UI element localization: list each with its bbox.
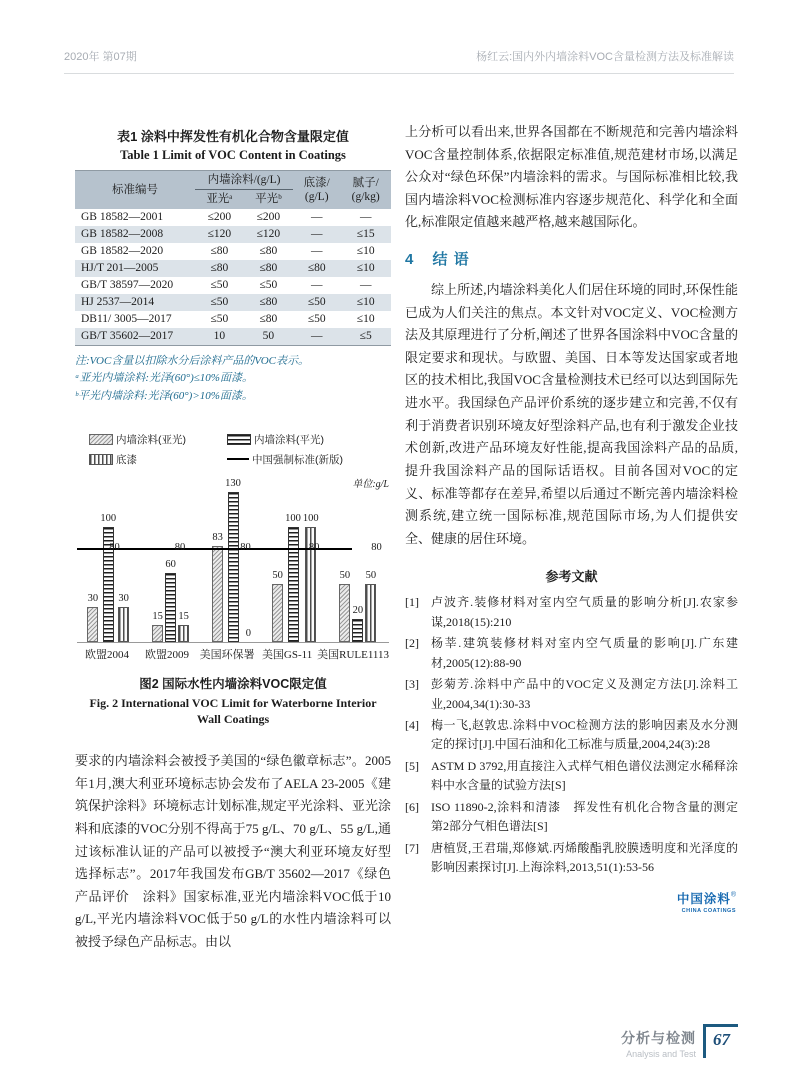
- col-interior-group: 内墙涂料/(g/L): [195, 171, 293, 190]
- table-note: ᵃ亚光内墙涂料:光泽(60°)≤10%面漆。: [75, 372, 253, 385]
- reference-line-label: 80: [308, 542, 320, 554]
- table-cell: ≤80: [244, 260, 293, 277]
- reference-text: 彭菊芳.涂料中产品中的VOC定义及测定方法[J].涂料工业,2004,34(1):30-33: [431, 677, 738, 711]
- table-cell: ≤10: [340, 294, 391, 311]
- bar-group: [264, 492, 326, 642]
- legend-label: 底漆: [116, 453, 137, 466]
- bar: [178, 625, 189, 642]
- table-cell: —: [310, 279, 323, 292]
- table-cell: ≤10: [356, 245, 375, 258]
- bar: [87, 607, 98, 642]
- table-cell: ≤5: [340, 328, 391, 346]
- legend-label: 内墙涂料(平光): [254, 433, 324, 446]
- table-row: [75, 294, 391, 311]
- legend-swatch-icon: [89, 454, 113, 465]
- reference-item: [405, 839, 738, 878]
- col-standard: 标准编号: [75, 171, 195, 209]
- table-cell: —: [359, 279, 372, 292]
- logo-text-zh: 中国涂料: [676, 892, 731, 907]
- table-cell: ≤50: [210, 313, 229, 326]
- reference-line-label: 80: [371, 542, 382, 554]
- right-column: [405, 121, 751, 915]
- bar-wrapper: [100, 514, 116, 642]
- bar: [165, 573, 176, 642]
- body-paragraph-right-2: 综上所述,内墙涂料美化人们居住环境的同时,环保性能已成为人们关注的焦点。本文针对VOC定义、VOC检测方法及其原理进行了分析,阐述了世界各国涂料中VOC含量的限定要求和现状。与欧盟、美国、日本等发达国家或者地区的技术相比,我国VOC含量检测技术已经可以达到国际先进水平。我国绿色产品评价系统的逐步建立和完善,不仅有利于消费者识别环境友好型涂料产品,也有利于激发企业技术创新,改进产品环境友好性能,提高我国涂料产品的品质,提升我国涂料产品的国际话语权。目前各国对VOC的定义、标准等都存在差异,希望以后通过不断完善内墙涂料检测系统,建立统一国际标准,规范国际市场,为人们提供安全、健康的居住环境。: [405, 282, 738, 546]
- table-cell: ≤120: [244, 226, 293, 243]
- bar-value-label: 30: [87, 593, 99, 605]
- bar-value-label: 130: [225, 478, 241, 490]
- bar-wrapper: [118, 594, 129, 642]
- table-note: ᵇ平光内墙涂料:光泽(60°)>10%面漆。: [75, 389, 253, 402]
- reference-text: 唐植贤,王君瑞,郑修斌.丙烯酸酯乳胶膜透明度和光泽度的影响因素探讨[J].上海涂料,2013,51(1):53-56: [431, 840, 738, 875]
- body-paragraph-left: 要求的内墙涂料会被授予美国的“绿色徽章标志”。2005年1月,澳大利亚环境标志协会发布了AELA 23-2005《建筑保护涂料》环境标志计划标准,规定平光涂料、亚光涂料和底漆的VOC分别不得高于75 g/L、70 g/L、55 g/L,通过该标准认证的产品可以被授予“澳大利亚环境友好型选择标志”。2017年我国发布GB/T 35602—2017《绿色产品评价 涂料》国家标准,亚光内墙涂料VOC低于10 g/L,平光内墙涂料VOC低于50 g/L的水性内墙涂料可以被授予绿色产品标志。由以: [75, 753, 391, 949]
- reference-line-label: 80: [174, 542, 186, 554]
- left-column: [75, 126, 391, 954]
- voc-table-body: [75, 209, 391, 346]
- legend-item: [227, 432, 389, 447]
- col-flat: 平光ᵇ: [244, 190, 293, 209]
- table-cell: HJ 2537—2014: [75, 294, 195, 311]
- reference-line-label: 80: [240, 542, 251, 554]
- table-row: [75, 311, 391, 328]
- page-number: 67: [703, 1024, 738, 1058]
- table-cell: ≤80: [293, 260, 340, 277]
- body-paragraph-right-1: 上分析可以看出来,世界各国都在不断规范和完善内墙涂料VOC含量控制体系,依据限定标准值,规范建材市场,以满足公众对“绿色环保”内墙涂料的需求。与国际标准相比较,我国内墙涂料VOC检测标准内容逐步规范化、科学化和全面化,标准限定值越来越严格,越来越国际化。: [405, 124, 738, 230]
- table-cell: ≤50: [195, 294, 244, 311]
- bar-value-label: 100: [285, 513, 301, 525]
- legend-label: 中国强制标准(新版): [252, 453, 343, 466]
- bar-wrapper: [178, 612, 189, 642]
- table-cell: ≤50: [307, 313, 326, 326]
- legend-label: 内墙涂料(亚光): [116, 433, 186, 446]
- reference-number: [5]: [405, 758, 419, 773]
- issue-label: 2020年 第07期: [64, 51, 137, 63]
- bar-wrapper: [225, 479, 241, 642]
- bar-wrapper: [243, 629, 254, 642]
- legend-item: [89, 452, 227, 467]
- table-cell: ≤120: [195, 226, 244, 243]
- bar: [152, 625, 163, 642]
- table-cell: —: [310, 245, 323, 258]
- reference-item: [405, 798, 751, 837]
- table-cell: 10: [195, 328, 244, 346]
- col-matte: 亚光ᵃ: [195, 190, 244, 209]
- bar-value-label: 50: [365, 570, 377, 582]
- table-cell: ≤80: [244, 294, 293, 311]
- running-title: 杨红云:国内外内墙涂料VOC含量检测方法及标准解读: [476, 51, 734, 63]
- table-cell: ≤80: [259, 245, 278, 258]
- bar: [365, 584, 376, 642]
- table-cell: ≤50: [293, 294, 340, 311]
- section-number: 4: [405, 251, 414, 269]
- table-cell: ≤50: [210, 279, 229, 292]
- table-cell: GB 18582—2008: [75, 226, 195, 243]
- col-primer: 底漆/ (g/L): [293, 171, 340, 209]
- table-row: [75, 209, 391, 226]
- table-cell: —: [293, 328, 340, 346]
- bar-wrapper: [303, 514, 319, 642]
- table-row: [75, 277, 391, 294]
- table-cell: —: [293, 226, 340, 243]
- table-cell: HJ/T 201—2005: [75, 260, 195, 277]
- reference-item: [405, 757, 738, 796]
- section-title: 结 语: [432, 251, 470, 269]
- table-cell: ≤10: [356, 313, 375, 326]
- legend-item: [227, 452, 389, 467]
- table-cell: GB/T 38597—2020: [81, 279, 174, 292]
- table-cell: 50: [244, 328, 293, 346]
- legend-swatch-icon: [227, 458, 249, 460]
- bar-wrapper: [87, 594, 98, 642]
- reference-number: [7]: [405, 840, 419, 855]
- table-row: [75, 260, 391, 277]
- table-cell: ≤80: [259, 313, 278, 326]
- reference-text: 卢波齐.装修材料对室内空气质量的影响分析[J].农家参谋,2018(15):210: [431, 595, 738, 629]
- bar: [339, 584, 350, 642]
- reference-item: [405, 593, 738, 632]
- bar: [272, 584, 283, 642]
- table-row: [75, 328, 391, 346]
- references-list: [405, 593, 751, 877]
- bar-group: [327, 492, 389, 642]
- bar-wrapper: [152, 612, 163, 642]
- bar-wrapper: [285, 514, 301, 642]
- table-cell: GB 18582—2001: [81, 211, 164, 224]
- legend-item: [89, 432, 227, 447]
- bar: [212, 546, 223, 642]
- voc-limit-table: [75, 170, 391, 346]
- bar: [288, 527, 299, 642]
- bar-value-label: 60: [165, 559, 176, 571]
- figure-caption-zh: 图2 国际水性内墙涂料VOC限定值: [139, 676, 327, 691]
- table-cell: GB/T 35602—2017: [75, 328, 195, 346]
- reference-number: [1]: [405, 595, 419, 610]
- bar-wrapper: [352, 606, 363, 642]
- bar: [228, 492, 239, 642]
- reference-number: [2]: [405, 636, 419, 651]
- table-cell: ≤50: [259, 279, 278, 292]
- reference-number: [4]: [405, 717, 419, 732]
- col-putty: 腻子/ (g/kg): [340, 171, 391, 209]
- reference-text: 杨莘.建筑装修材料对室内空气质量的影响[J].广东建材,2005(12):88-90: [431, 636, 738, 670]
- references-heading: 参考文献: [545, 569, 598, 585]
- bar-group: [139, 492, 201, 642]
- chart-legend: [89, 432, 389, 467]
- table-cell: ≤200: [256, 211, 281, 224]
- x-axis-label: 美国GS-11: [261, 648, 313, 661]
- logo-text-en: CHINA COATINGS: [681, 908, 736, 915]
- table-row: [75, 243, 391, 260]
- table-cell: GB 18582—2020: [81, 245, 164, 258]
- table-cell: ≤15: [340, 226, 391, 243]
- bar: [352, 619, 363, 642]
- table-cell: ≤80: [210, 245, 229, 258]
- table-cell: —: [359, 211, 372, 224]
- bar-wrapper: [272, 571, 283, 642]
- reference-text: ASTM D 3792,用直接注入式样气相色谱仪法测定水稀释涂料中水含量的试验方法[S]: [431, 758, 738, 793]
- x-axis-label: 美国环保署: [199, 648, 255, 661]
- bar-group: [77, 492, 139, 642]
- footer-section-en: Analysis and Test: [626, 1049, 696, 1059]
- bar-wrapper: [165, 560, 176, 642]
- voc-bar-chart: [75, 432, 391, 662]
- legend-swatch-icon: [227, 434, 251, 445]
- table-cell: ≤10: [340, 260, 391, 277]
- table-cell: —: [310, 211, 323, 224]
- x-axis-label: 欧盟2009: [145, 648, 190, 661]
- bar-value-label: 30: [118, 593, 129, 605]
- table-note: 注:VOC含量以扣除水分后涂料产品的VOC表示。: [75, 354, 310, 367]
- bar-value-label: 100: [302, 513, 319, 525]
- bar-value-label: 83: [212, 532, 223, 544]
- reference-item: [405, 716, 738, 755]
- table-cell: ≤200: [207, 211, 232, 224]
- bar-wrapper: [339, 571, 350, 642]
- bar: [118, 607, 129, 642]
- table-title-en: Table 1 Limit of VOC Content in Coatings: [120, 148, 346, 162]
- bar-value-label: 15: [152, 611, 163, 623]
- table-notes: [75, 353, 391, 406]
- bar-value-label: 0: [245, 628, 252, 640]
- x-axis-label: 美国RULE1113: [317, 648, 390, 661]
- table-cell: DB11/ 3005—2017: [81, 313, 172, 326]
- reference-line-label: 80: [109, 542, 120, 554]
- bar-value-label: 50: [339, 570, 351, 582]
- china-coatings-logo: [405, 889, 738, 914]
- bar-value-label: 100: [100, 513, 117, 525]
- reference-number: [3]: [405, 677, 419, 692]
- figure-caption-en: Fig. 2 International VOC Limit for Waterborne Interior Wall Coatings: [89, 695, 377, 727]
- registered-mark-icon: ®: [730, 892, 736, 900]
- bar-value-label: 50: [272, 570, 283, 582]
- reference-text: 梅一飞,赵敦忠.涂料中VOC检测方法的影响因素及水分测定的探讨[J].中国石油和化工标准与质量,2004,24(3):28: [431, 717, 738, 752]
- table-title-zh: 表1 涂料中挥发性有机化合物含量限定值: [117, 129, 349, 144]
- reference-text: ISO 11890-2,涂料和清漆 挥发性有机化合物含量的测定 第2部分气相色谱法[S]: [431, 799, 751, 834]
- reference-item: [405, 634, 738, 673]
- footer-section-zh: 分析与检测: [621, 1030, 696, 1046]
- table-row: [75, 226, 391, 243]
- legend-swatch-icon: [89, 434, 113, 445]
- section-heading-4: [405, 248, 738, 269]
- bar-group: [202, 478, 264, 642]
- page-footer: [621, 1024, 738, 1059]
- page-header: [64, 48, 734, 74]
- reference-number: [6]: [405, 799, 419, 814]
- bar-value-label: 15: [178, 611, 189, 623]
- bar-wrapper: [365, 571, 376, 642]
- table-cell: ≤80: [195, 260, 244, 277]
- bar-value-label: 20: [352, 605, 364, 617]
- chart-x-labels: [77, 646, 389, 662]
- chart-unit-label: 单位:g/L: [352, 478, 389, 490]
- x-axis-label: 欧盟2004: [85, 648, 130, 661]
- reference-item: [405, 675, 738, 714]
